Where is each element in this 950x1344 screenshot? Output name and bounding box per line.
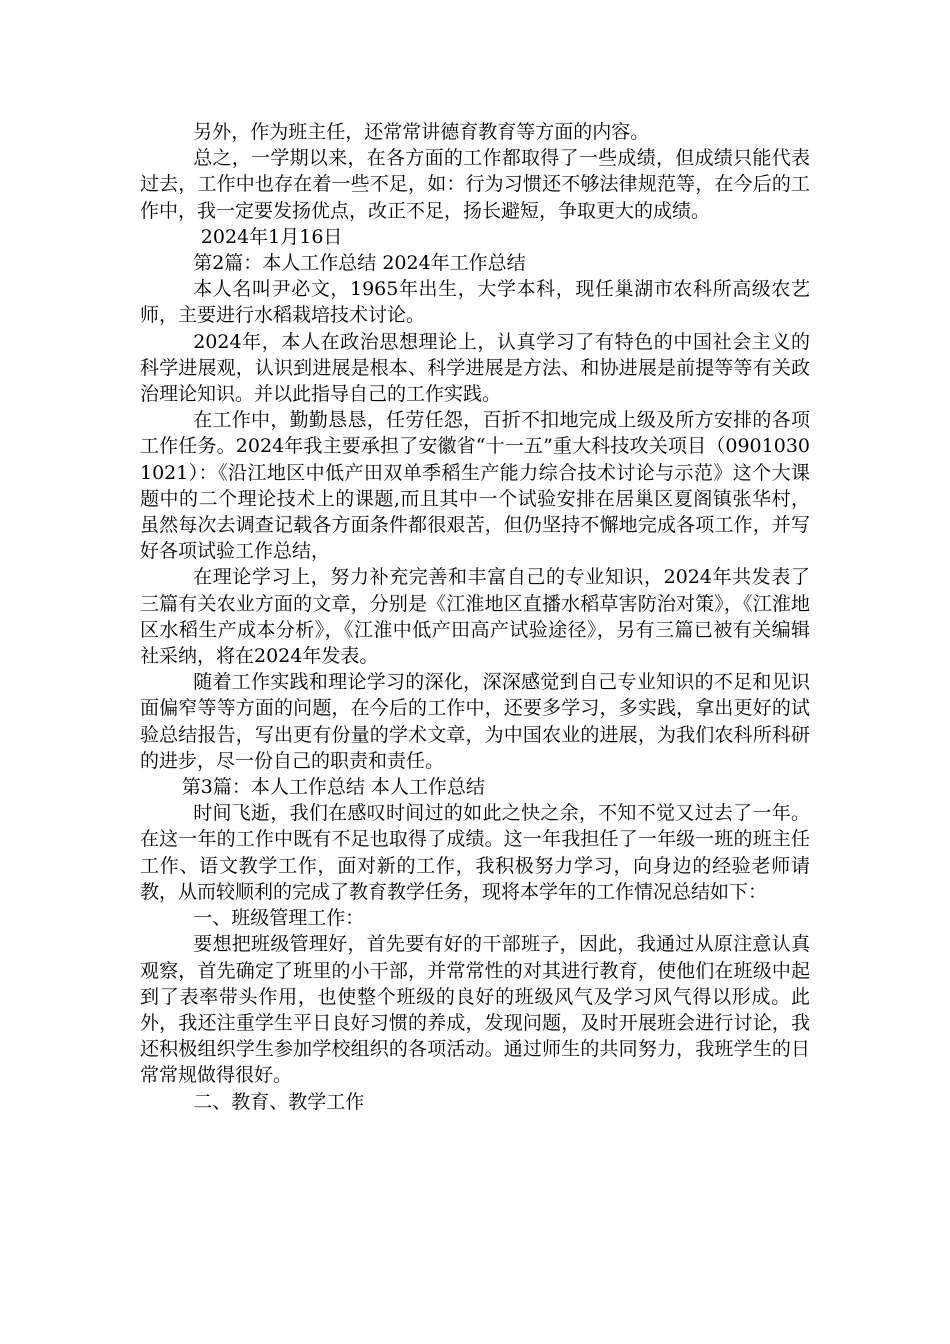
paragraph-moral-education: 另外，作为班主任，还常常讲德育教育等方面的内容。	[193, 121, 650, 143]
paragraph-future-plans: 随着工作实践和理论学习的深化，深深感觉到自己专业知识的不足和见识面偏窄等等方面的问题，在今后的工作中，还要多学习，多实践，拿出更好的试验总结报告，写出更有份量的学术文章，为中国农业的进展，为我们农科所科研的进步，尽一份自己的职责和责任。	[140, 671, 810, 772]
subheading-class-management: 一、班级管理工作：	[193, 907, 365, 930]
paragraph-class-management: 要想把班级管理好，首先要有好的干部班子，因此，我通过从原注意认真观察，首先确定了班里的小干部，并常常性的对其进行教育，使他们在班级中起到了表率带头作用，也使整个班级的良好的班级风气及学习风气得以形成。此外，我还注重学生平日良好习惯的养成，发现问题，及时开展班会进行讨论，我还积极组织学生参加学校组织的各项活动。通过师生的共同努力，我班学生的日常常规做得很好。	[140, 933, 810, 1087]
document-date: 2024年1月16日	[200, 225, 343, 248]
paragraph-theory-study: 在理论学习上，努力补充完善和丰富自己的专业知识，2024年共发表了三篇有关农业方面的文章，分别是《江淮地区直播水稻草害防治对策》，《江淮地区水稻生产成本分析》，《江淮中低产田高产试验途径》，另有三篇已被有关编辑社采纳，将在2024年发表。	[140, 566, 810, 668]
paragraph-self-intro: 本人名叫尹必文，1965年出生，大学本科，现任巢湖市农科所高级农艺师，主要进行水稻栽培技术讨论。	[140, 278, 810, 327]
document-page	[140, 119, 810, 1115]
paragraph-semester-summary: 总之，一学期以来，在各方面的工作都取得了一些成绩，但成绩只能代表过去，工作中也存在着一些不足，如：行为习惯还不够法律规范等，在今后的工作中，我一定要发扬优点，改正不足，扬长避短，争取更大的成绩。	[140, 147, 810, 222]
section-heading-2: 第2篇：本人工作总结 2024年工作总结	[193, 252, 526, 275]
subheading-teaching-work: 二、教育、教学工作	[193, 1090, 365, 1113]
section-heading-3: 第3篇：本人工作总结 本人工作总结	[181, 776, 485, 799]
paragraph-year-review: 时间飞逝，我们在感叹时间过的如此之快之余，不知不觉又过去了一年。在这一年的工作中既有不足也取得了成绩。这一年我担任了一年级一班的班主任工作、语文教学工作，面对新的工作，我积极努力学习，向身边的经验老师请教，从而较顺利的完成了教育教学任务，现将本学年的工作情况总结如下：	[140, 802, 810, 903]
paragraph-political-study: 2024年，本人在政治思想理论上，认真学习了有特色的中国社会主义的科学进展观，认识到进展是根本、科学进展是方法、和协进展是前提等等有关政治理论知识。并以此指导自己的工作实践。	[140, 330, 810, 406]
paragraph-work-tasks: 在工作中，勤勤恳恳，任劳任怨，百折不扣地完成上级及所方安排的各项工作任务。2024年我主要承担了安徽省“十一五”重大科技攻关项目（09010301021）：《沿江地区中低产田双单季稻生产能力综合技术讨论与示范》这个大课题中的二个理论技术上的课题,而且其中一个试验安排在居巢区夏阁镇张华村，虽然每次去调查记载各方面条件都很艰苦，但仍坚持不懈地完成各项工作，并写好各项试验工作总结，	[140, 409, 810, 563]
